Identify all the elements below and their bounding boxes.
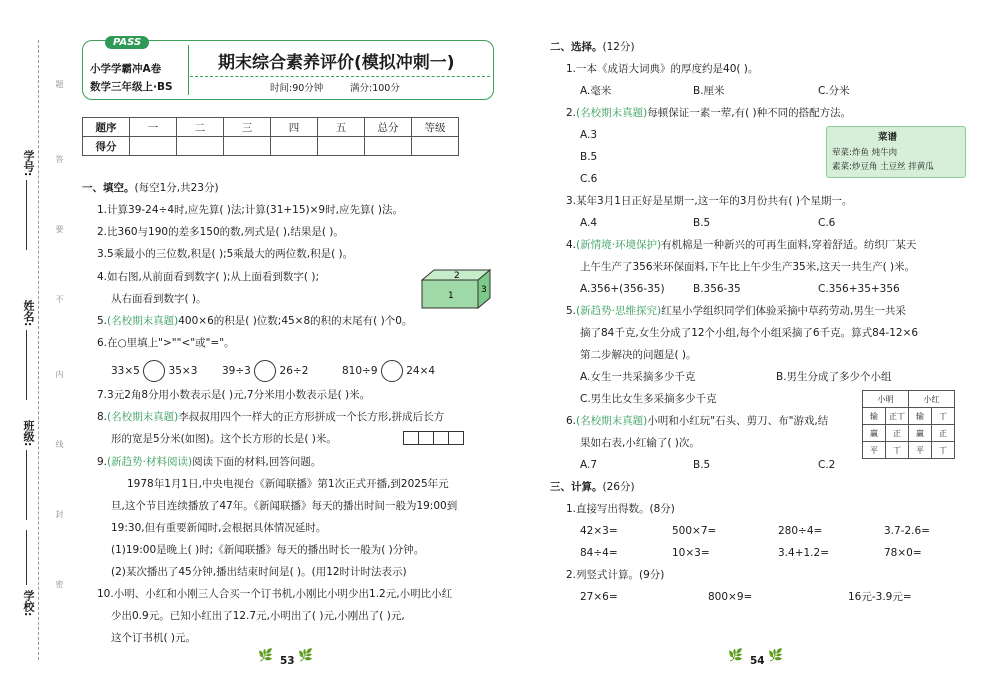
rps-cell: 赢 [909,425,932,442]
option[interactable]: C.分米 [818,85,850,97]
question-9-2[interactable]: (2)某次播出了45分钟,播出结束时间是( )。(用12时计时法表示) [111,566,407,578]
option[interactable]: A.3 [580,129,598,141]
calc-item[interactable]: 3.7-2.6= [884,525,930,537]
option[interactable]: C.6 [818,217,836,229]
calc-item[interactable]: 84÷4= [580,547,618,559]
binding-mark: 要 [55,225,64,233]
score-cell: 三 [224,118,271,137]
leaf-icon: 🌿 [728,648,743,662]
compare-right: 26÷2 [279,365,309,377]
choice-5-cont[interactable]: 摘了84千克,女生分成了12个小组,每个小组采摘了6千克。算式84-12×6 [580,327,919,339]
binding-mark: 密 [55,580,64,588]
section-title: 二、选择。 [550,41,603,53]
calc-item[interactable]: 800×9= [708,591,753,603]
question-10-cont[interactable]: 少出0.9元。已知小红出了12.7元,小明出了( )元,小刚出了( )元, [111,610,405,622]
question-4[interactable]: 4.如右图,从前面看到数字( );从上面看到数字( ); [97,271,319,283]
rps-cell: 赢 [863,425,886,442]
tag-label: (名校期末真题) [576,107,648,119]
rps-table [862,390,955,459]
choice-3[interactable]: 3.某年3月1日正好是星期一,这一年的3月份共有( )个星期一。 [566,195,853,207]
rps-cell: 丅 [886,442,909,459]
rps-cell: 平 [909,442,932,459]
class-label: 班级: [22,420,35,447]
tag-label: (新趋势·材料阅读) [107,456,193,468]
rps-cell: 正 [932,425,955,442]
rps-head: 小红 [909,391,955,408]
question-10[interactable]: 10.小明、小红和小刚三人合买一个订书机,小刚比小明少出1.2元,小明比小红 [97,588,453,600]
tag-label: (名校期末真题) [576,415,648,427]
option[interactable]: B.男生分成了多少个小组 [776,371,892,383]
exam-time: 时间:90分钟 [270,83,324,94]
cuboid-front-label: 1 [448,291,454,301]
option[interactable]: A.4 [580,217,598,229]
score-cell: 题序 [83,118,130,137]
page-title: 期末综合素养评价(模拟冲刺一) [218,53,455,73]
calc-item[interactable]: 27×6= [580,591,618,603]
compare-left: 39÷3 [222,365,251,377]
binding-mark: 内 [55,370,64,378]
score-cell: 四 [271,118,318,137]
score-input[interactable] [412,137,459,156]
choice-4-cont[interactable]: 上午生产了356米环保面料,下午比上午少生产35米,这天一共生产( )米。 [580,261,916,273]
question-9: 阅读下面的材料,回答问题。 [192,456,322,468]
page-number: 54 [750,655,765,667]
menu-veg: 素菜:炒豆角 土豆丝 拌黄瓜 [832,162,934,172]
cuboid-right-label: 3 [481,285,487,295]
student-name-field[interactable] [26,330,27,400]
series-name: 小学学霸冲A卷 [90,63,162,75]
question-5[interactable]: 400×6的积是( )位数;45×8的积的末尾有( )个0。 [178,315,413,327]
option[interactable]: C.2 [818,459,836,471]
rps-cell: 丅 [932,408,955,425]
cuboid-top-label: 2 [454,271,460,281]
question-10-cont[interactable]: 这个订书机( )元。 [111,632,197,644]
calc-heading: 2.列竖式计算。 [566,569,640,581]
score-cell: 得分 [83,137,130,156]
page-number: 53 [280,655,295,667]
option[interactable]: A.356+(356-35) [580,283,665,295]
class-field[interactable] [26,450,27,520]
section-title: 三、计算。 [550,481,603,493]
choice-6-cont[interactable]: 果如右表,小红输了( )次。 [580,437,700,449]
score-cell: 总分 [365,118,412,137]
option[interactable]: B.356-35 [693,283,741,295]
question-2[interactable]: 2.比360与190的差多150的数,列式是( ),结果是( )。 [97,226,344,238]
rps-cell: 正丅 [886,408,909,425]
calc-item[interactable]: 280÷4= [778,525,823,537]
grade-label: 数学三年级上·BS [90,81,173,93]
exam-full-score: 满分:100分 [350,83,400,94]
option[interactable]: B.5 [693,217,711,229]
question-9-1[interactable]: (1)19:00是晚上( )时;《新闻联播》每天的播出时长一般为( )分钟。 [111,544,425,556]
leaf-icon: 🌿 [768,648,783,662]
compare-2 [222,360,308,382]
leaf-icon: 🌿 [298,648,313,662]
binding-mark: 题 [55,80,64,88]
rps-cell: 输 [909,408,932,425]
option[interactable]: A.女生一共采摘多少千克 [580,371,696,383]
compare-circle[interactable] [143,360,165,382]
option[interactable]: B.5 [693,459,711,471]
question-4-cont[interactable]: 从右面看到数字( )。 [111,293,207,305]
cuboid-figure [420,268,492,310]
calc-heading: 1.直接写出得数。 [566,503,650,515]
score-input[interactable] [224,137,271,156]
rps-cell: 输 [863,408,886,425]
calc-item[interactable]: 10×3= [672,547,710,559]
question-6[interactable]: 6.在○里填上">""<"或"="。 [97,337,235,349]
binding-mark: 线 [55,440,64,448]
compare-1 [111,360,197,382]
section-title: 一、填空。 [82,182,135,194]
pass-logo: PASS [105,36,149,49]
tag-label: (名校期末真题) [107,411,179,423]
score-cell: 五 [318,118,365,137]
compare-circle[interactable] [381,360,403,382]
rps-cell: 丅 [932,442,955,459]
four-squares-figure [403,430,463,449]
calc-item[interactable]: 500×7= [672,525,717,537]
choice-2[interactable]: 每顿保证一素一荤,有( )种不同的搭配方法。 [647,107,852,119]
student-id-label: 学号: [22,150,35,177]
score-cell: 一 [130,118,177,137]
student-id-field[interactable] [26,180,27,250]
section-note: (每空1分,共23分) [134,182,219,194]
option[interactable]: B.5 [580,151,598,163]
leaf-icon: 🌿 [258,648,273,662]
tag-label: (名校期末真题) [107,315,179,327]
tag-label: (新趋势·思维探究) [576,305,662,317]
title-underline [190,76,490,77]
menu-title: 菜谱 [878,132,898,143]
section-note: (26分) [602,481,635,493]
question-1[interactable]: 1.计算39-24÷4时,应先算( )法;计算(31+15)×9时,应先算( )法。 [97,204,403,216]
binding-line [38,40,39,660]
compare-circle[interactable] [254,360,276,382]
choice-4[interactable]: 有机棉是一种新兴的可再生面料,穿着舒适。纺织厂某天 [661,239,917,251]
calc-item[interactable]: 3.4+1.2= [778,547,829,559]
calc-item[interactable]: 42×3= [580,525,618,537]
choice-5-cont[interactable]: 第二步解决的问题是( )。 [580,349,697,361]
calc-item[interactable]: 16元-3.9元= [848,591,912,603]
compare-right: 35×3 [168,365,198,377]
calc-item[interactable]: 78×0= [884,547,922,559]
choice-6[interactable]: 小明和小红玩"石头、剪刀、布"游戏,结 [647,415,829,427]
choice-1[interactable]: 1.一本《成语大词典》的厚度约是40( )。 [566,63,759,75]
material-text: 旦,这个节目连续播放了47年。《新闻联播》每天的播出时间一般为19:00到 [111,500,458,512]
rps-cell: 正 [886,425,909,442]
binding-mark: 封 [55,510,64,518]
material-text: 1978年1月1日,中央电视台《新闻联播》第1次正式开播,到2025年元 [127,478,449,490]
score-cell: 等级 [412,118,459,137]
score-input[interactable] [177,137,224,156]
option[interactable]: A.毫米 [580,85,612,97]
calc-note: (8分) [649,503,675,515]
option[interactable]: C.6 [580,173,598,185]
menu-meat: 荤菜:炸鱼 炖牛肉 [832,148,898,158]
compare-3 [342,360,435,382]
tag-label: (新情境·环境保护) [576,239,662,251]
calc-note: (9分) [639,569,665,581]
compare-left: 810÷9 [342,365,378,377]
score-input[interactable] [271,137,318,156]
school-label: 学校: [22,590,35,617]
compare-left: 33×5 [111,365,140,377]
score-input[interactable] [318,137,365,156]
choice-5[interactable]: 红星小学组织同学们体验采摘中草药劳动,男生一共采 [661,305,906,317]
question-3[interactable]: 3.5乘最小的三位数,积是( );5乘最大的两位数,积是( )。 [97,248,354,260]
section-note: (12分) [602,41,635,53]
question-8[interactable]: 李叔叔用四个一样大的正方形拼成一个长方形,拼成后长方 [178,411,445,423]
option[interactable]: A.7 [580,459,598,471]
option[interactable]: B.厘米 [693,85,725,97]
option[interactable]: C.男生比女生多采摘多少千克 [580,393,717,405]
binding-mark: 答 [55,155,64,163]
question-8-cont[interactable]: 形的宽是5分米(如图)。这个长方形的长是( )米。 [111,433,337,445]
option[interactable]: C.356+35+356 [818,283,900,295]
score-input[interactable] [130,137,177,156]
score-input[interactable] [365,137,412,156]
school-field[interactable] [26,530,27,585]
student-name-label: 姓名: [22,300,35,327]
question-7[interactable]: 7.3元2角8分用小数表示是( )元,7分米用小数表示是( )米。 [97,389,371,401]
rps-head: 小明 [863,391,909,408]
binding-mark: 不 [55,295,64,303]
score-cell: 二 [177,118,224,137]
score-table [82,117,459,156]
rps-cell: 平 [863,442,886,459]
header-divider [188,45,189,95]
material-text: 19:30,但有重要新闻时,会根据具体情况延时。 [111,522,327,534]
compare-right: 24×4 [406,365,436,377]
